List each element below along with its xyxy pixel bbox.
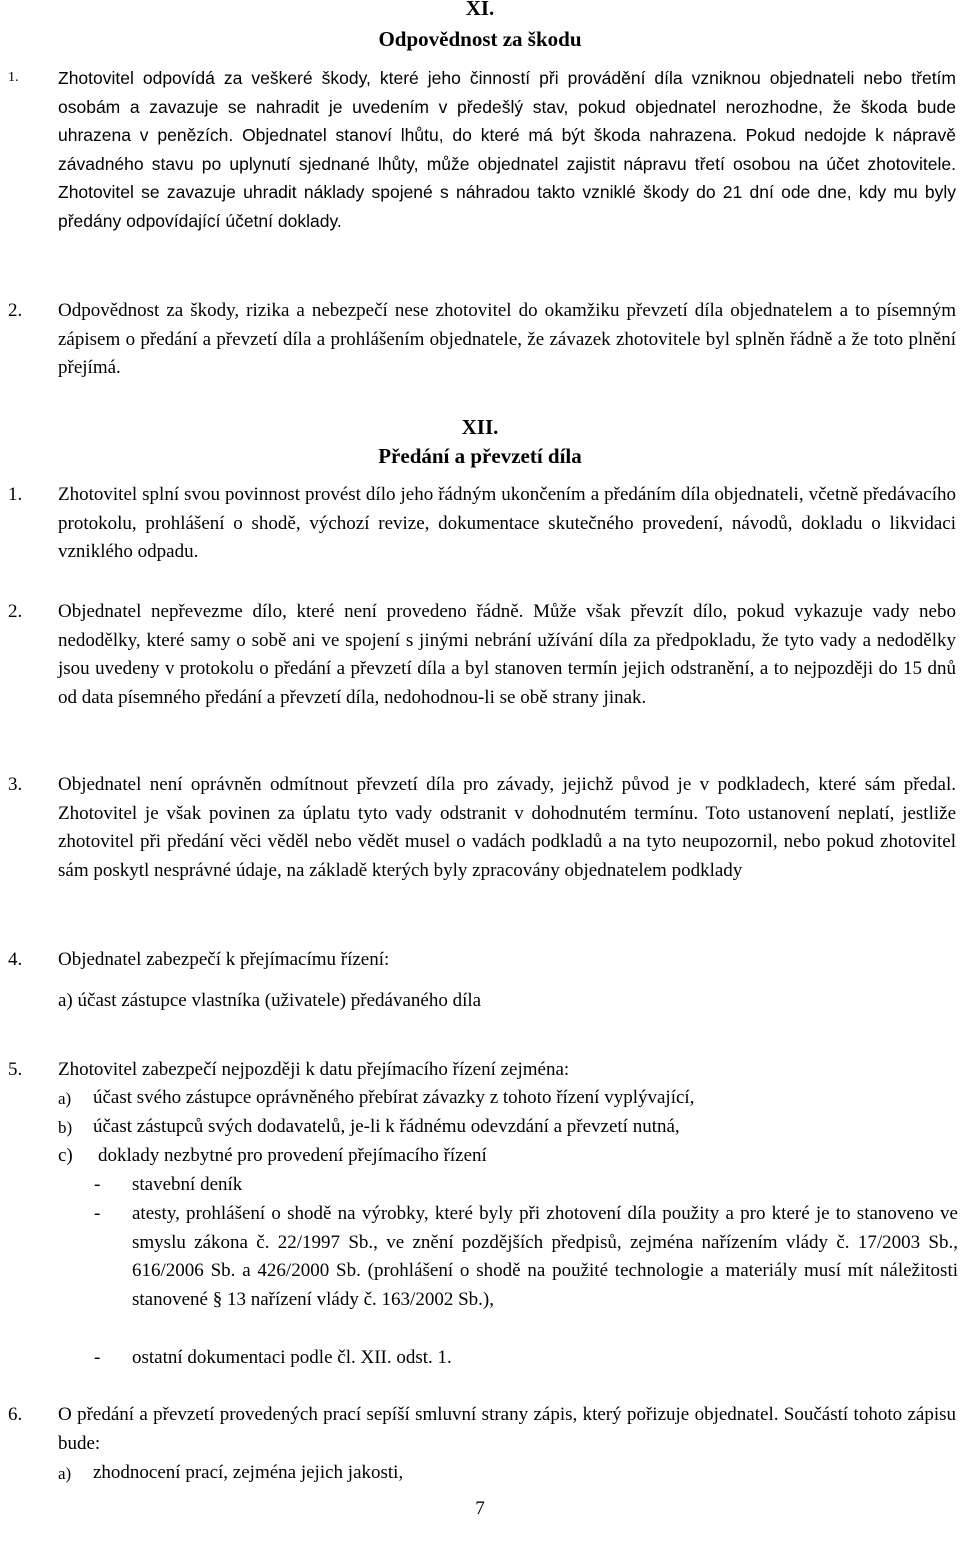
handover-paragraph-5: Zhotovitel zabezpečí nejpozději k datu přejímacího řízení zejména: bbox=[58, 1059, 570, 1080]
item-number: 2. bbox=[8, 300, 23, 321]
list-label: b) bbox=[58, 1118, 73, 1137]
liability-paragraph-1: Zhotovitel odpovídá za veškeré škody, které jeho činností při provádění díla vzniknou objednateli nebo třetím osobám a zavazuje se nahradit je uvedením v předešlý stav, pokud objednatel nerozhodne, že škoda bude uhrazena v penězích. Objednatel stanoví lhůtu, do které má být škoda nahrazena. Pokud nedojde k nápravě závadného stavu po uplynutí sjednané lhůty, může objednatel zajistit nápravu třetí osobou na účet zhotovitele. Zhotovitel se zavazuje uhradit náklady spojené s náhradou takto vzniklé škody do 21 dní ode dne, kdy mu byly předány odpovídající účetní doklady. bbox=[58, 68, 956, 231]
item-number: 1. bbox=[8, 70, 19, 85]
handover-paragraph-4a: a) účast zástupce vlastníka (uživatele) předávaného díla bbox=[58, 990, 482, 1011]
section-heading-handover: Předání a převzetí díla bbox=[378, 444, 582, 468]
handover-item-5c-2: atesty, prohlášení o shodě na výrobky, které byly při zhotovení díla použity a pro které je to stanoveno ve smyslu zákona č. 22/1997 Sb., ve znění pozdějších předpisů, zejména nařízením vlády č. 17/2003 Sb., 616/2006 Sb. a 426/2000 Sb. (prohlášení o shodě na použité technologie a materiály musí mít náležitosti stanovené § 13 nařízení vlády č. 163/2002 Sb.), bbox=[132, 1203, 958, 1310]
dash-bullet: - bbox=[94, 1347, 101, 1368]
list-label: a) bbox=[58, 1464, 72, 1483]
handover-item-5c: doklady nezbytné pro provedení přejímacího řízení bbox=[98, 1145, 487, 1166]
list-label: a) bbox=[58, 1089, 72, 1108]
handover-item-5c-1: stavební deník bbox=[132, 1174, 243, 1195]
list-label: c) bbox=[58, 1145, 73, 1166]
dash-bullet: - bbox=[94, 1203, 101, 1224]
item-number: 6. bbox=[8, 1404, 23, 1425]
handover-paragraph-4: Objednatel zabezpečí k přejímacímu řízení: bbox=[58, 949, 390, 970]
handover-item-5a: účast svého zástupce oprávněného přebírat závazky z tohoto řízení vyplývající, bbox=[93, 1087, 695, 1108]
item-number: 4. bbox=[8, 949, 23, 970]
liability-paragraph-2: Odpovědnost za škody, rizika a nebezpečí nese zhotovitel do okamžiku převzetí díla objednatelem a to písemným zápisem o předání a převzetí díla a prohlášením objednatele, že závazek zhotovitele byl splněn řádně a že toto plnění přejímá. bbox=[58, 300, 956, 379]
handover-paragraph-1: Zhotovitel splní svou povinnost provést dílo jeho řádným ukončením a předáním díla objednateli, včetně předávacího protokolu, prohlášení o shodě, výchozí revize, dokumentace skutečného provedení, návodů, dokladu o likvidaci vzniklého odpadu. bbox=[58, 484, 956, 563]
item-number: 5. bbox=[8, 1059, 23, 1080]
dash-bullet: - bbox=[94, 1174, 101, 1195]
handover-item-5b: účast zástupců svých dodavatelů, je-li k řádnému odevzdání a převzetí nutná, bbox=[93, 1116, 680, 1137]
handover-paragraph-6: O předání a převzetí provedených prací sepíší smluvní strany zápis, který pořizuje objednatel. Součástí tohoto zápisu bude: bbox=[58, 1404, 956, 1454]
item-number: 1. bbox=[8, 484, 23, 505]
handover-item-5c-3: ostatní dokumentaci podle čl. XII. odst. 1. bbox=[132, 1347, 452, 1368]
section-roman-xi: XI. bbox=[465, 0, 495, 20]
section-heading-liability: Odpovědnost za škodu bbox=[378, 27, 582, 51]
handover-item-6a: zhodnocení prací, zejména jejich jakosti, bbox=[93, 1462, 404, 1483]
item-number: 2. bbox=[8, 601, 23, 622]
handover-paragraph-3: Objednatel není oprávněn odmítnout převzetí díla pro závady, jejichž původ je v podkladech, které sám předal. Zhotovitel je však povinen za úplatu tyto vady odstranit v dohodnutém termínu. Toto ustanovení neplatí, jestliže zhotovitel při předání věci věděl nebo vědět musel o vadách podkladů a na tyto neupozornil, nebo pokud zhotovitel sám poskytl nesprávné údaje, na základě kterých byly zpracovány objednatelem podklady bbox=[58, 774, 956, 881]
handover-paragraph-2: Objednatel nepřevezme dílo, které není provedeno řádně. Může však převzít dílo, pokud vykazuje vady nebo nedodělky, které samy o sobě ani ve spojení s jinými nebrání užívání díla za předpokladu, že tyto vady a nedodělky jsou uvedeny v protokolu o předání a převzetí díla a byl stanoven termín jejich odstranění, a to nejpozději do 15 dnů od data písemného předání a převzetí díla, nedohodnou-li se obě strany jinak. bbox=[58, 601, 956, 708]
page-number: 7 bbox=[475, 1498, 485, 1519]
item-number: 3. bbox=[8, 774, 23, 795]
section-roman-xii: XII. bbox=[461, 415, 499, 439]
